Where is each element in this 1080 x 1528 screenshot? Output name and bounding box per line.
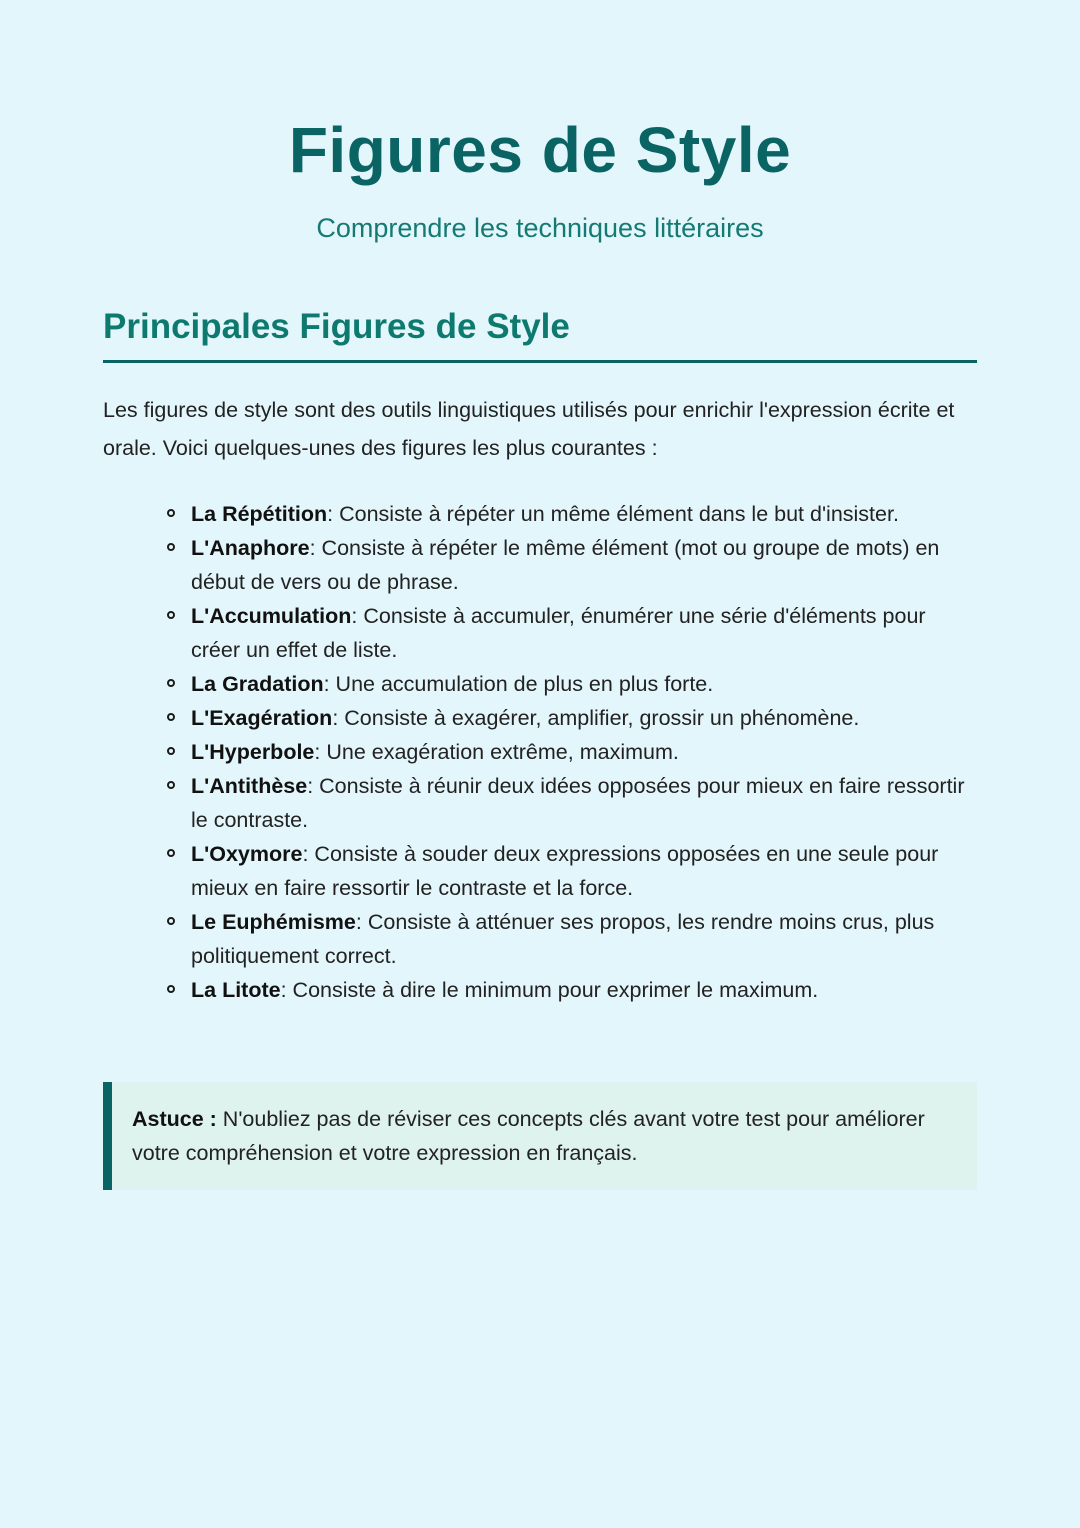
figure-term: L'Anaphore (191, 536, 310, 560)
list-item-litote (191, 973, 977, 1007)
figure-definition: : Consiste à atténuer ses propos, les rendre moins crus, plus politiquement correct. (191, 910, 935, 968)
circle-bullet-icon (167, 917, 175, 925)
figure-term: L'Exagération (191, 706, 333, 730)
figure-term: La Litote (191, 978, 281, 1002)
figures-list (103, 497, 977, 1007)
figure-definition: : Consiste à répéter un même élément dans le but d'insister. (327, 502, 899, 526)
intro-paragraph: Les figures de style sont des outils linguistiques utilisés pour enrichir l'expression écrite et orale. Voici quelques-unes des figures les plus courantes : (103, 398, 955, 460)
circle-bullet-icon (167, 543, 175, 551)
main-content (103, 300, 977, 1007)
circle-bullet-icon (167, 611, 175, 619)
figure-definition: : Consiste à exagérer, amplifier, grossir un phénomène. (332, 706, 860, 730)
list-item-antithese (191, 769, 977, 837)
circle-bullet-icon (167, 985, 175, 993)
figure-definition: : Consiste à accumuler, énumérer une série d'éléments pour créer un effet de liste. (191, 604, 926, 662)
tip-callout (103, 1082, 977, 1190)
section-title: Principales Figures de Style (103, 300, 977, 363)
list-item-anaphore (191, 531, 977, 599)
list-item-hyperbole (191, 735, 977, 769)
page-subtitle: Comprendre les techniques littéraires (316, 213, 764, 243)
list-item-euphemisme (191, 905, 977, 973)
figure-definition: : Une exagération extrême, maximum. (314, 740, 679, 764)
list-item-gradation (191, 667, 977, 701)
list-item-exageration (191, 701, 977, 735)
tip-text: N'oubliez pas de réviser ces concepts clés avant votre test pour améliorer votre compréhension et votre expression en français. (132, 1107, 925, 1165)
figure-term: La Gradation (191, 672, 324, 696)
figure-definition: : Consiste à répéter le même élément (mot ou groupe de mots) en début de vers ou de phrase. (191, 536, 940, 594)
figure-definition: : Consiste à souder deux expressions opposées en une seule pour mieux en faire ressortir le contraste et la force. (191, 842, 939, 900)
page-title: Figures de Style (288, 114, 792, 186)
list-item-accumulation (191, 599, 977, 667)
figure-term: L'Accumulation (191, 604, 352, 628)
circle-bullet-icon (167, 747, 175, 755)
figure-definition: : Consiste à dire le minimum pour exprimer le maximum. (280, 978, 819, 1002)
list-item-repetition (191, 497, 977, 531)
circle-bullet-icon (167, 781, 175, 789)
circle-bullet-icon (167, 849, 175, 857)
figure-definition: : Consiste à réunir deux idées opposées pour mieux en faire ressortir le contraste. (191, 774, 965, 832)
circle-bullet-icon (167, 679, 175, 687)
figure-term: L'Antithèse (191, 774, 308, 798)
figure-term: La Répétition (191, 502, 328, 526)
figure-term: L'Hyperbole (191, 740, 315, 764)
circle-bullet-icon (167, 713, 175, 721)
circle-bullet-icon (167, 509, 175, 517)
list-item-oxymore (191, 837, 977, 905)
figure-definition: : Une accumulation de plus en plus forte. (323, 672, 714, 696)
document-header (0, 0, 1080, 246)
tip-label: Astuce : (132, 1107, 217, 1131)
figure-term: L'Oxymore (191, 842, 303, 866)
figure-term: Le Euphémisme (191, 910, 356, 934)
